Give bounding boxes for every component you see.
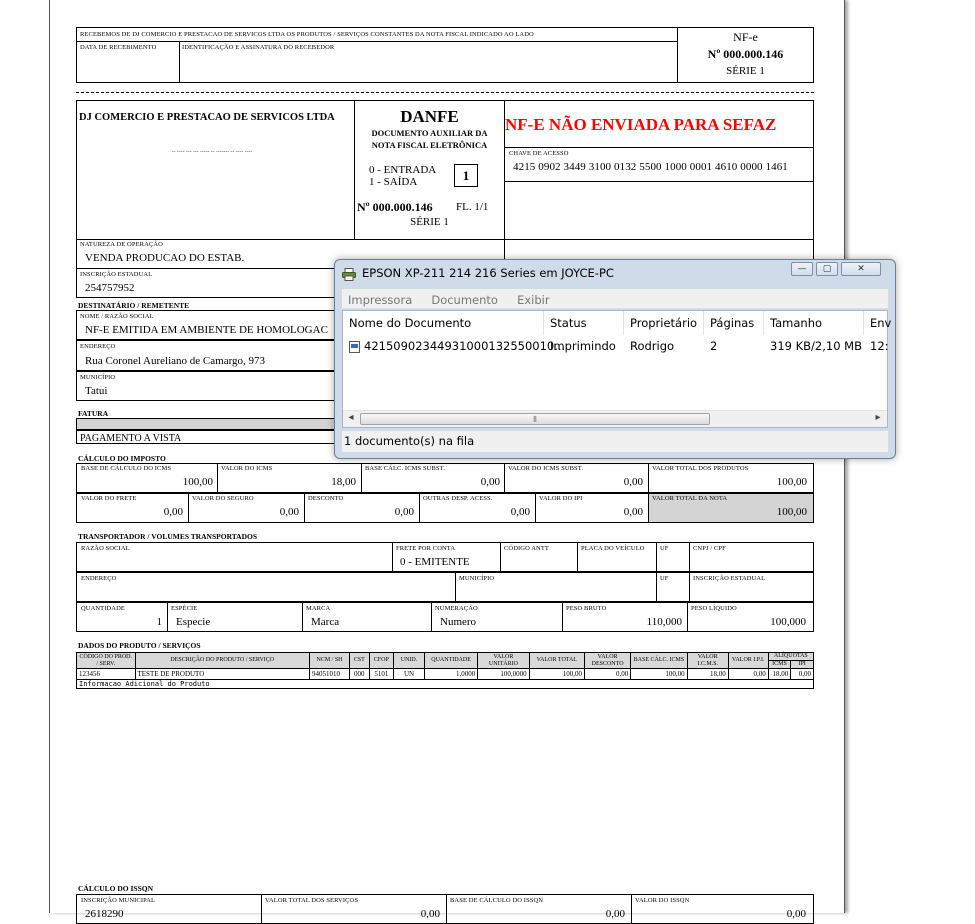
cell-cst: 000 — [350, 669, 370, 680]
cell-cfop: 5101 — [369, 669, 394, 680]
recipient-name-label: NOME / RAZÃO SOCIAL — [80, 313, 154, 320]
recipient-section: DESTINATÁRIO / REMETENTE — [78, 301, 190, 310]
ie-label: INSCRIÇÃO ESTADUAL — [80, 271, 153, 278]
transport-cnpj-label: CNPJ / CPF — [693, 545, 726, 552]
transport-numeracao-label: NUMERAÇÃO — [435, 605, 478, 612]
transport-marca-value: Marca — [311, 616, 340, 628]
ie-value: 254757952 — [85, 282, 135, 294]
tax-label: VALOR DO ICMS — [221, 465, 273, 472]
tax-vline — [361, 463, 362, 493]
horizontal-scrollbar[interactable] — [343, 410, 887, 427]
col-valor-unitario: VALOR UNITÁRIO — [478, 653, 529, 669]
tax-label: VALOR DO IPI — [539, 495, 583, 502]
products-header-row — [77, 653, 814, 661]
col-valor-desconto: VALOR DESCONTO — [585, 653, 631, 669]
transport-frete-value: 0 - EMITENTE — [400, 556, 470, 568]
cell-codigo: 123456 — [77, 669, 136, 680]
cell-unid: UN — [394, 669, 425, 680]
col-descricao: DESCRIÇÃO DO PRODUTO / SERVIÇO — [135, 653, 309, 669]
tax-label: VALOR TOTAL DOS PRODUTOS — [652, 465, 749, 472]
issqn-total-value: 0,00 — [420, 908, 440, 920]
window-title: EPSON XP-211 214 216 Series em JOYCE-PC — [362, 266, 614, 280]
document-list[interactable] — [342, 310, 892, 428]
transport-municipio-label: MUNICÍPIO — [459, 575, 495, 582]
issqn-base-value: 0,00 — [605, 908, 625, 920]
transport-vline — [577, 542, 578, 572]
document-icon — [349, 341, 360, 353]
receipt-nfe-number: Nº 000.000.146 — [707, 47, 784, 61]
column-header-document[interactable]: Nome do Documento — [343, 311, 544, 335]
transport-section: TRANSPORTADOR / VOLUMES TRANSPORTADOS — [78, 532, 258, 541]
tax-value: 0,00 — [623, 476, 643, 488]
issqn-total-label: VALOR TOTAL DOS SERVIÇOS — [265, 897, 359, 904]
issqn-vline — [631, 894, 632, 924]
cell-valor-icms: 18,00 — [687, 669, 728, 680]
danfe-serie: SÉRIE 1 — [410, 216, 449, 228]
column-header-size[interactable]: Tamanho — [764, 311, 864, 335]
transport-endereco-label: ENDEREÇO — [81, 575, 117, 582]
scroll-thumb[interactable]: ⦀ — [360, 413, 710, 425]
transport-peso-liquido-label: PESO LÍQUIDO — [691, 605, 737, 612]
tax-label: DESCONTO — [308, 495, 344, 502]
issqn-municipal-value: 2618290 — [85, 908, 124, 920]
col-cst: CST — [350, 653, 370, 669]
scroll-right-icon[interactable]: ▸ — [875, 412, 881, 423]
transport-peso-bruto-label: PESO BRUTO — [566, 605, 607, 612]
transport-peso-bruto-value: 110,000 — [646, 616, 682, 628]
tax-label: VALOR DO FRETE — [81, 495, 137, 502]
col-ncm: NCM / SH — [309, 653, 349, 669]
cell-base-icms: 100,00 — [631, 669, 687, 680]
menu-documento[interactable]: Documento — [431, 293, 498, 307]
tax-label: VALOR DO SEGURO — [192, 495, 254, 502]
invoice-section: FATURA — [78, 409, 109, 418]
table-row — [77, 669, 814, 680]
nature-value: VENDA PRODUCAO DO ESTAB. — [85, 252, 245, 264]
window-title-bar[interactable] — [335, 260, 895, 286]
col-base-icms: BASE CÁLC. ICMS — [631, 653, 687, 669]
access-key-label: CHAVE DE ACESSO — [509, 150, 569, 157]
receipt-header: RECEBEMOS DE DJ COMERCIO E PRESTACAO DE SERVICOS LTDA OS PRODUTOS / SERVIÇOS CONSTANTES DA NOTA FISCAL INDICADO AO LADO — [80, 31, 534, 38]
tax-vline — [648, 463, 649, 493]
document-status: Imprimindo — [550, 339, 616, 353]
issqn-valor-value: 0,00 — [786, 908, 806, 920]
transport-peso-liquido-value: 100,000 — [770, 616, 806, 628]
tax-value: 100,00 — [776, 506, 807, 518]
transport-vline — [302, 602, 303, 632]
recipient-address-label: ENDEREÇO — [80, 343, 116, 350]
tax-vline — [419, 493, 420, 523]
issqn-base-label: BASE DE CÁLCULO DO ISSQN — [450, 897, 544, 904]
tax-value: 0,00 — [510, 506, 530, 518]
issqn-municipal-label: INSCRIÇÃO MUNICIPAL — [81, 897, 156, 904]
document-name: 42150902344931000132550010... — [364, 339, 566, 353]
list-item[interactable] — [343, 337, 887, 356]
tax-vline — [504, 463, 505, 493]
nature-label: NATUREZA DE OPERAÇÃO — [80, 241, 163, 248]
recipient-city-label: MUNICÍPIO — [80, 374, 116, 381]
document-sent: 12: — [870, 339, 889, 353]
maximize-button[interactable]: ▢ — [816, 262, 838, 276]
transport-vline — [167, 602, 168, 632]
danfe-folha: FL. 1/1 — [456, 201, 489, 213]
tax-value: 0,00 — [279, 506, 299, 518]
column-header-status[interactable]: Status — [544, 311, 624, 335]
column-header-owner[interactable]: Proprietário — [624, 311, 704, 335]
transport-vline — [656, 572, 657, 602]
cell-valor-total: 100,00 — [529, 669, 584, 680]
danfe-saida: 1 - SAÍDA — [369, 176, 418, 188]
transport-vline — [689, 542, 690, 572]
issuer-name: DJ COMERCIO E PRESTACAO DE SERVICOS LTDA — [79, 112, 335, 123]
products-section: DADOS DO PRODUTO / SERVIÇOS — [78, 641, 201, 650]
print-queue-window[interactable] — [334, 259, 896, 459]
cell-valor-ipi: 0,00 — [728, 669, 768, 680]
tax-value: 100,00 — [182, 476, 213, 488]
receipt-date-label: DATA DE RECEBIMENTO — [80, 44, 157, 51]
issqn-valor-label: VALOR DO ISSQN — [635, 897, 690, 904]
transport-vline — [392, 542, 393, 572]
tax-value: 0,00 — [480, 476, 500, 488]
col-unid: UNID. — [394, 653, 425, 669]
tax-section: CÁLCULO DO IMPOSTO — [78, 454, 166, 463]
transport-vline — [455, 572, 456, 602]
col-aliq-icms: ICMS — [768, 661, 791, 669]
column-header-sent[interactable]: Env — [870, 316, 892, 330]
key-top-line — [504, 147, 814, 148]
table-row-info — [77, 680, 814, 689]
cell-aliq-icms: 18,00 — [768, 669, 791, 680]
cell-aliq-ipi: 0,00 — [791, 669, 814, 680]
tax-vline — [188, 493, 189, 523]
tax-vline — [304, 493, 305, 523]
receipt-divider — [76, 41, 677, 42]
access-key-value: 4215 0902 3449 3100 0132 5500 1000 0001 4610 0000 1461 — [513, 161, 788, 173]
products-table — [76, 652, 814, 689]
issqn-section: CÁLCULO DO ISSQN — [78, 884, 154, 893]
cell-ncm: 94051010 — [309, 669, 349, 680]
invoice-payment: PAGAMENTO A VISTA — [80, 433, 182, 444]
cell-valor-unitario: 100,0000 — [478, 669, 529, 680]
transport-quantidade-label: QUANTIDADE — [81, 605, 125, 612]
danfe-number: Nº 000.000.146 — [357, 200, 433, 214]
cell-descricao: TESTE DE PRODUTO — [135, 669, 309, 680]
danfe-entrada: 0 - ENTRADA — [369, 164, 437, 176]
printer-icon — [342, 266, 356, 279]
menu-exibir[interactable]: Exibir — [517, 293, 550, 307]
transport-vline — [562, 602, 563, 632]
document-pages: 2 — [710, 339, 718, 353]
transport-vline — [500, 542, 501, 572]
transport-vline — [689, 572, 690, 602]
tax-value: 0,00 — [394, 506, 414, 518]
transport-numeracao-value: Numero — [440, 616, 477, 628]
tax-value: 18,00 — [331, 476, 356, 488]
close-button[interactable]: ✕ — [841, 262, 881, 276]
col-valor-icms: VALOR I.C.M.S. — [687, 653, 728, 669]
cell-info: Informacao Adicional do Produto — [77, 680, 814, 689]
tax-vline — [648, 493, 649, 523]
column-header-pages[interactable]: Páginas — [704, 311, 764, 335]
danfe-subtitle1: DOCUMENTO AUXILIAR DA — [371, 128, 488, 138]
tax-label: BASE DE CÁLCULO DO ICMS — [81, 465, 172, 472]
transport-ie-label: INSCRIÇÃO ESTADUAL — [693, 575, 766, 582]
transport-vline — [431, 602, 432, 632]
col-aliquotas: ALÍQUOTAS — [768, 653, 813, 661]
transport-vline — [656, 542, 657, 572]
transport-marca-label: MARCA — [306, 605, 331, 612]
issuer-address: -- ---- --- --- ----- -- ------- -- ---- ---- — [172, 150, 253, 155]
receipt-nfe-serie: SÉRIE 1 — [726, 65, 765, 77]
transport-antt-label: CÓDIGO ANTT — [504, 545, 549, 552]
issqn-vline — [446, 894, 447, 924]
cut-line — [76, 92, 814, 93]
cell-valor-desconto: 0,00 — [585, 669, 631, 680]
col-valor-total: VALOR TOTAL — [529, 653, 584, 669]
transport-placa-label: PLACA DO VEÍCULO — [581, 545, 645, 552]
tax-label: VALOR DO ICMS SUBST. — [508, 465, 584, 472]
receipt-vline2 — [179, 41, 180, 83]
recipient-address-value: Rua Coronel Aureliano de Camargo, 973 — [85, 355, 266, 367]
tax-label: OUTRAS DESP. ACESS. — [423, 495, 493, 502]
col-cfop: CFOP — [369, 653, 394, 669]
tax-label: VALOR TOTAL DA NOTA — [652, 495, 728, 502]
key-bottom-line — [504, 181, 814, 182]
menu-impressora[interactable]: Impressora — [348, 293, 413, 307]
document-owner: Rodrigo — [630, 339, 675, 353]
scroll-left-icon[interactable]: ◂ — [348, 412, 354, 423]
receipt-nfe-title: NF-e — [733, 30, 758, 44]
tax-label: BASE CÁLC. ICMS SUBST. — [365, 465, 445, 472]
cell-quantidade: 1,0000 — [424, 669, 477, 680]
danfe-title: DANFE — [400, 107, 459, 126]
danfe-subtitle2: NOTA FISCAL ELETRÔNICA — [371, 140, 488, 150]
status-bar — [342, 431, 888, 452]
col-quantidade: QUANTIDADE — [424, 653, 477, 669]
sefaz-warning: NF-E NÃO ENVIADA PARA SEFAZ — [505, 115, 777, 134]
tax-value: 0,00 — [163, 506, 183, 518]
queue-status-text: 1 documento(s) na fila — [344, 434, 475, 448]
transport-especie-label: ESPÉCIE — [171, 605, 198, 612]
recipient-name-value: NF-E EMITIDA EM AMBIENTE DE HOMOLOGAC — [85, 324, 328, 336]
transport-uf2-label: UF — [660, 575, 669, 582]
recipient-city-value: Tatui — [85, 385, 108, 397]
transport-razao-label: RAZÃO SOCIAL — [81, 545, 130, 552]
issqn-vline — [261, 894, 262, 924]
tax-vline — [535, 493, 536, 523]
transport-vline — [687, 602, 688, 632]
transport-especie-value: Especie — [176, 616, 211, 628]
tax-value: 0,00 — [623, 506, 643, 518]
col-valor-ipi: VALOR I.P.I. — [728, 653, 768, 669]
transport-frete-label: FRETE POR CONTA — [396, 545, 456, 552]
menu-bar — [342, 289, 888, 309]
col-aliq-ipi: IPI — [791, 661, 814, 669]
tax-value: 100,00 — [776, 476, 807, 488]
receipt-signature-label: IDENTIFICAÇÃO E ASSINATURA DO RECEBEDOR — [182, 44, 335, 51]
transport-uf-label: UF — [660, 545, 669, 552]
danfe-type-box: 1 — [454, 164, 478, 187]
transport-quantidade-value: 1 — [156, 616, 162, 628]
tax-vline — [217, 463, 218, 493]
minimize-button[interactable]: — — [791, 262, 813, 276]
document-size: 319 KB/2,10 MB — [770, 339, 862, 353]
col-codigo: CÓDIGO DO PROD. / SERV. — [77, 653, 136, 669]
